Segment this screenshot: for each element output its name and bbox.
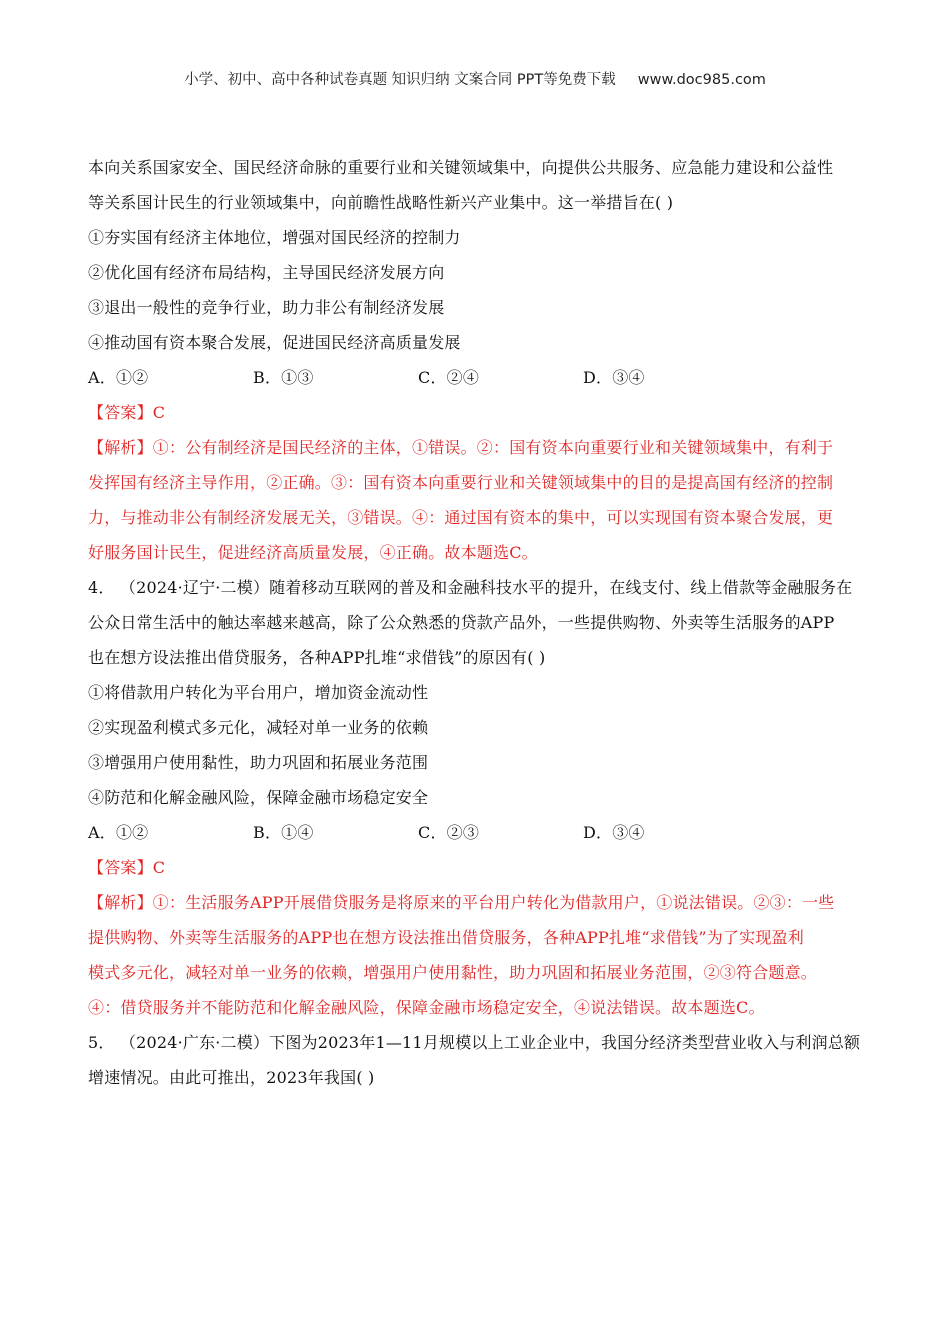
document-body <box>88 150 868 1095</box>
option-b: B．①③ <box>253 368 314 387</box>
analysis-line: 模式多元化，减轻对单一业务的依赖，增强用户使用黏性，助力巩固和拓展业务范围，②③符合题意。 <box>88 963 818 982</box>
question-stem-line: 4． （2024·辽宁·二模）随着移动互联网的普及和金融科技水平的提升，在线支付、线上借款等金融服务在 <box>88 578 853 597</box>
question-stem-line: 本向关系国家安全、国民经济命脉的重要行业和关键领域集中，向提供公共服务、应急能力建设和公益性 <box>88 158 834 177</box>
analysis-line: 【解析】①：公有制经济是国民经济的主体，①错误。②：国有资本向重要行业和关键领域集中，有利于 <box>88 438 834 457</box>
page-header <box>0 68 950 89</box>
question-4 <box>88 570 868 1025</box>
statement-item: ②优化国有经济布局结构，主导国民经济发展方向 <box>88 263 445 282</box>
statement-item: ①将借款用户转化为平台用户，增加资金流动性 <box>88 683 429 702</box>
option-a: A．①② <box>88 823 149 842</box>
answer-options <box>88 815 868 850</box>
answer-key: 【答案】C <box>88 858 166 877</box>
analysis-line: 力，与推动非公有制经济发展无关，③错误。④：通过国有资本的集中，可以实现国有资本聚合发展，更 <box>88 508 834 527</box>
header-url[interactable]: www.doc985.com <box>637 72 766 88</box>
question-5 <box>88 1025 868 1095</box>
statement-item: ③退出一般性的竞争行业，助力非公有制经济发展 <box>88 298 445 317</box>
option-b: B．①④ <box>253 823 314 842</box>
question-stem-line: 公众日常生活中的触达率越来越高，除了公众熟悉的贷款产品外，一些提供购物、外卖等生活服务的APP <box>88 613 835 632</box>
answer-key: 【答案】C <box>88 403 166 422</box>
question-stem-line: 5． （2024·广东·二模）下图为2023年1—11月规模以上工业企业中，我国分经济类型营业收入与利润总额 <box>88 1033 861 1052</box>
option-d: D．③④ <box>583 368 645 387</box>
analysis-line: 发挥国有经济主导作用，②正确。③：国有资本向重要行业和关键领域集中的目的是提高国有经济的控制 <box>88 473 834 492</box>
option-a: A．①② <box>88 368 149 387</box>
analysis-line: ④：借贷服务并不能防范和化解金融风险，保障金融市场稳定安全，④说法错误。故本题选C。 <box>88 998 765 1017</box>
question-stem-line: 增速情况。由此可推出，2023年我国( ) <box>88 1068 375 1087</box>
question-stem-line: 等关系国计民生的行业领域集中，向前瞻性战略性新兴产业集中。这一举措旨在( ) <box>88 193 674 212</box>
option-d: D．③④ <box>583 823 645 842</box>
statement-item: ④推动国有资本聚合发展，促进国民经济高质量发展 <box>88 333 461 352</box>
option-c: C．②③ <box>418 823 480 842</box>
analysis-line: 提供购物、外卖等生活服务的APP也在想方设法推出借贷服务，各种APP扎堆“求借钱”为了实现盈利 <box>88 928 804 947</box>
statement-item: ④防范和化解金融风险，保障金融市场稳定安全 <box>88 788 429 807</box>
statement-item: ①夯实国有经济主体地位，增强对国民经济的控制力 <box>88 228 461 247</box>
question-stem-line: 也在想方设法推出借贷服务，各种APP扎堆“求借钱”的原因有( ) <box>88 648 546 667</box>
analysis-line: 好服务国计民生，促进经济高质量发展，④正确。故本题选C。 <box>88 543 538 562</box>
analysis-line: 【解析】①：生活服务APP开展借贷服务是将原来的平台用户转化为借款用户，①说法错误。②③：一些 <box>88 893 835 912</box>
answer-options <box>88 360 868 395</box>
option-c: C．②④ <box>418 368 480 387</box>
question-3 <box>88 150 868 570</box>
header-text: 小学、初中、高中各种试卷真题 知识归纳 文案合同 PPT等免费下载 <box>184 72 616 88</box>
statement-item: ③增强用户使用黏性，助力巩固和拓展业务范围 <box>88 753 429 772</box>
statement-item: ②实现盈利模式多元化，减轻对单一业务的依赖 <box>88 718 429 737</box>
